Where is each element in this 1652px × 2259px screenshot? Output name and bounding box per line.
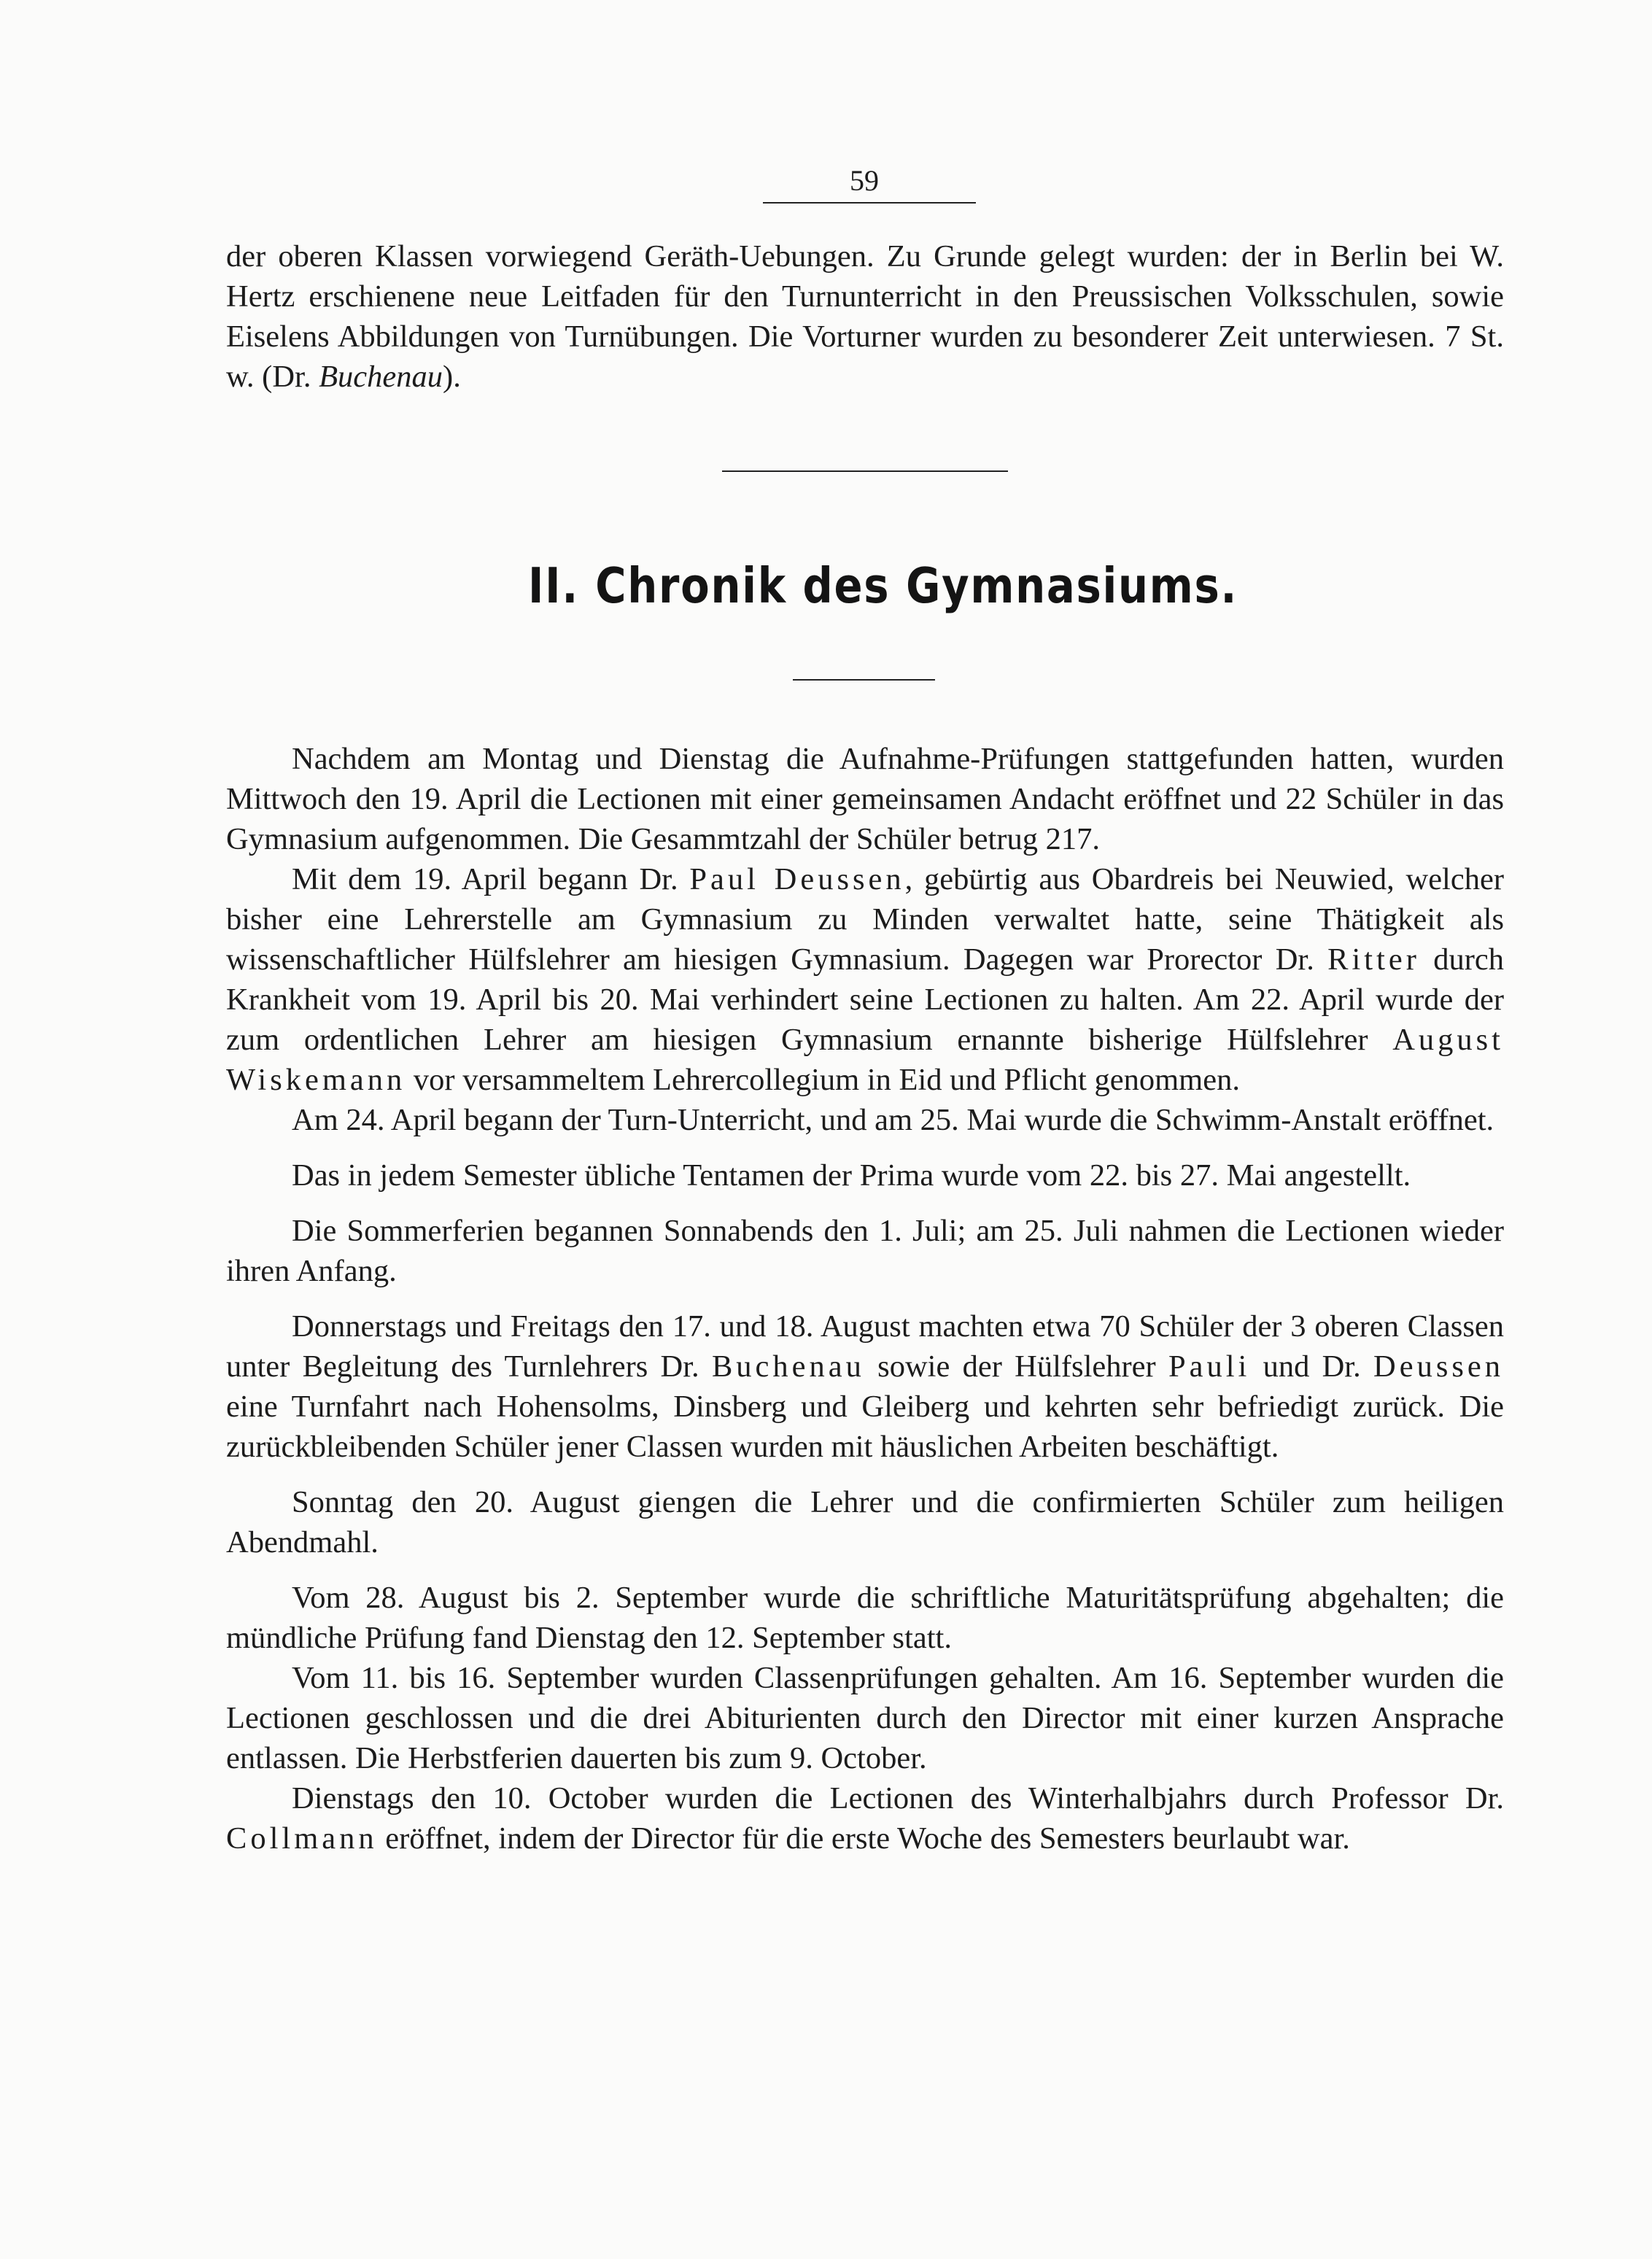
person-name: Collmann [226, 1821, 378, 1856]
intro-text: der oberen Klassen vorwiegend Geräth-Uebungen. Zu Grunde gelegt wurden: der in Berlin bei W. Hertz erschienene neue Leitfaden für den Turnunterricht in den Preussischen Volksschulen, sowie Eiselens Abbildungen von Turnübungen. Die Vorturner wurden zu besonderer Zeit unterwiesen. 7 St. w. (Dr. [226, 239, 1504, 394]
paragraph-2 [226, 859, 1504, 1100]
paragraph-1: Nachdem am Montag und Dienstag die Aufnahme-Prüfungen stattgefunden hatten, wurden Mittwoch den 19. April die Lectionen mit einer gemeinsamen Andacht eröffnet und 22 Schüler in das Gymnasium aufgenommen. Die Gesammtzahl der Schüler betrug 217. [226, 742, 1504, 856]
intro-closing: ). [443, 360, 461, 394]
paragraph-6-part-c: und Dr. [1250, 1349, 1374, 1384]
person-name: Ritter [1327, 942, 1420, 977]
paragraph-3: Am 24. April begann der Turn-Unterricht, und am 25. Mai wurde die Schwimm-Anstalt eröffnet. [292, 1103, 1494, 1137]
page-number: 59 [850, 164, 879, 197]
section-numeral: II. [528, 557, 579, 614]
intro-paragraph [226, 236, 1504, 397]
paragraph-10-part-a: Dienstags den 10. October wurden die Lectionen des Winterhalbjahrs durch Professor Dr. [292, 1781, 1504, 1816]
person-name: Pauli [1168, 1349, 1251, 1384]
person-name: Buchenau [711, 1349, 865, 1384]
paragraph-6-part-b: sowie der Hülfslehrer [864, 1349, 1168, 1384]
paragraph-6-part-a: Donnerstags und Freitags den 17. und 18. August machten etwa 70 Schüler der 3 oberen Classen unter Begleitung des Turnlehrers Dr. [226, 1309, 1504, 1384]
paragraph-10-part-b: eröffnet, indem der Director für die erste Woche des Semesters beurlaubt war. [377, 1821, 1350, 1856]
header-rule [763, 202, 976, 204]
paragraph-6-part-d: eine Turnfahrt nach Hohensolms, Dinsberg und Gleiberg und kehrten sehr befriedigt zurück. Die zurückbleibenden Schüler jener Classen wurden mit häuslichen Arbeiten beschäftigt. [226, 1390, 1504, 1464]
section-heading [528, 557, 1238, 614]
paragraph-2-part-d: vor versammeltem Lehrercollegium in Eid und Pflicht genommen. [406, 1063, 1240, 1097]
paragraph-8: Vom 28. August bis 2. September wurde die schriftliche Maturitätsprüfung abgehalten; die mündliche Prüfung fand Dienstag den 12. September statt. [226, 1581, 1504, 1655]
chronicle-body [226, 739, 1504, 1859]
teacher-name: Buchenau [319, 360, 443, 394]
paragraph-10 [226, 1778, 1504, 1859]
paragraph-2-part-c: durch Krankheit vom 19. April bis 20. Mai verhindert seine Lectionen zu halten. Am 22. April wurde der zum ordentlichen Lehrer am hiesigen Gymnasium ernannte bisherige Hülfslehrer [226, 942, 1504, 1057]
paragraph-2-part-a: Mit dem 19. April begann Dr. [292, 862, 690, 896]
person-name: Deussen [1373, 1349, 1505, 1384]
paragraph-9: Vom 11. bis 16. September wurden Classenprüfungen gehalten. Am 16. September wurden die Lectionen geschlossen und die drei Abiturienten durch den Director mit einer kurzen Ansprache entlassen. Die Herbstferien dauerten bis zum 9. October. [226, 1661, 1504, 1775]
paragraph-7: Sonntag den 20. August giengen die Lehrer und die confirmierten Schüler zum heiligen Abendmahl. [226, 1485, 1504, 1559]
paragraph-4: Das in jedem Semester übliche Tentamen der Prima wurde vom 22. bis 27. Mai angestellt. [292, 1158, 1411, 1193]
gymnastics-text [226, 236, 1504, 397]
paragraph-6 [226, 1306, 1504, 1467]
paragraph-5: Die Sommerferien begannen Sonnabends den 1. Juli; am 25. Juli nahmen die Lectionen wieder ihren Anfang. [226, 1214, 1504, 1288]
paragraph-2-part-b: , gebürtig aus Obardreis bei Neuwied, welcher bisher eine Lehrerstelle am Gymnasium zu Minden verwaltet hatte, seine Thätigkeit als wissenschaftlicher Hülfslehrer am hiesigen Gymnasium. Dagegen war Prorector Dr. [226, 862, 1504, 977]
heading-underline [793, 679, 935, 681]
person-name: August Wiskemann [226, 1023, 1504, 1097]
person-name: Paul Deussen [689, 862, 905, 896]
section-divider [722, 470, 1008, 472]
section-title: Chronik des Gymnasiums. [595, 557, 1238, 614]
